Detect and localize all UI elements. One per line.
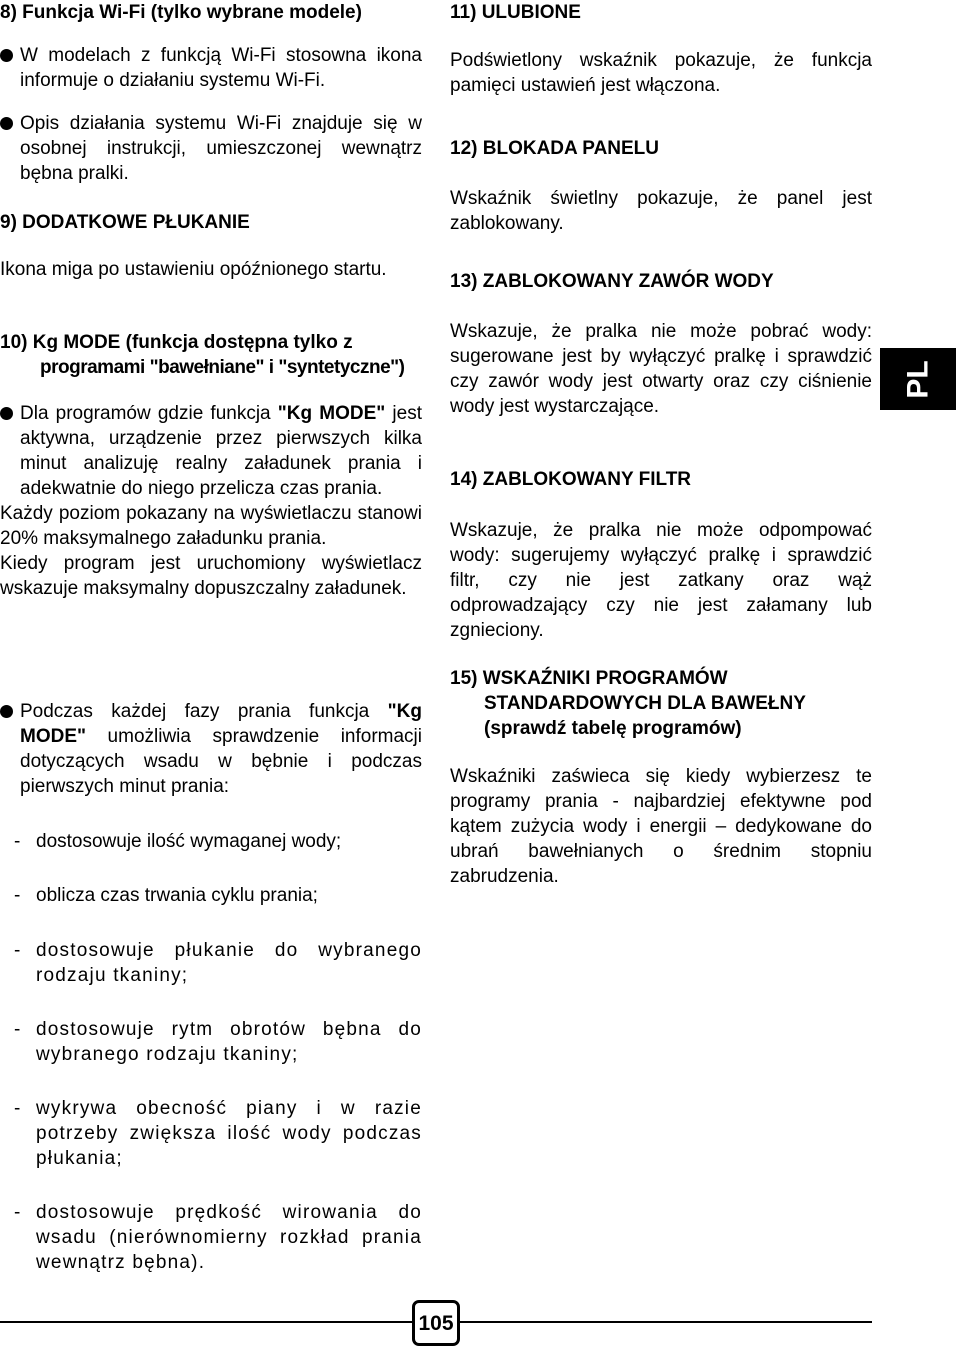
dash-list-item	[0, 829, 422, 854]
section-10-bullet-2	[0, 699, 422, 799]
kg-mode-label: "Kg MODE"	[20, 701, 422, 747]
bullet-1-intro: Dla programów gdzie funkcja	[20, 403, 278, 424]
section-8-bullet-1-text: W modelach z funkcją Wi-Fi stosowna ikona informuje o działaniu systemu Wi-Fi.	[20, 45, 422, 91]
section-10-bullet-1-para-2: Każdy poziom pokazany na wyświetlaczu stanowi 20% maksymalnego załadunku prania.	[0, 503, 422, 549]
bullet-icon	[0, 407, 13, 420]
section-10-bullet-1-text	[0, 401, 422, 501]
bullet-icon	[0, 117, 13, 130]
bullet-1-rest: jest aktywna, urządzenie przez pierwszych kilka minut analizuję realny załadunek prania i adekwatnie do niego przelicza czas prania.	[20, 403, 422, 499]
section-8-bullet-1	[0, 43, 422, 93]
bullet-2-rest: umożliwia sprawdzenie informacji dotyczących wsadu w bębnie i podczas pierwszych minut prania:	[20, 726, 422, 797]
language-tab-label: PL	[901, 359, 935, 399]
section-10-bullet-2-text	[0, 699, 422, 799]
bullet-2-intro: Podczas każdej fazy prania funkcja	[20, 701, 388, 722]
section-11-text: Podświetlony wskaźnik pokazuje, że funkcja pamięci ustawień jest włączona.	[450, 50, 872, 96]
dash-item-text: oblicza czas trwania cyklu prania;	[36, 885, 318, 906]
dash-item-text: dostosowuje płukanie do wybranego rodzaju tkaniny;	[36, 940, 422, 986]
footer-rule-left	[0, 1321, 412, 1323]
section-15-title-line-1: 15) WSKAŹNIKI PROGRAMÓW	[450, 668, 728, 689]
dash-list-item	[0, 1017, 422, 1067]
section-10-title-line-1: 10) Kg MODE (funkcja dostępna tylko z	[0, 332, 353, 353]
section-15-text: Wskaźniki zaświeca się kiedy wybierzesz te programy prania - najbardziej efektywne pod kątem zużycia wody i energii – dedykowane do ubrań bawełnianych o średnim stopniu zabrudzenia.	[450, 766, 872, 887]
bullet-icon	[0, 705, 13, 718]
dash-marker: -	[14, 940, 22, 961]
kg-mode-label: "Kg MODE"	[277, 403, 386, 424]
section-13-title: 13) ZABLOKOWANY ZAWÓR WODY	[450, 271, 774, 292]
dash-list-item	[0, 1096, 422, 1171]
section-14-title: 14) ZABLOKOWANY FILTR	[450, 469, 692, 490]
dash-item-text: dostosowuje prędkość wirowania do wsadu (nierównomierny rozkład prania wewnątrz bębna).	[36, 1202, 422, 1273]
section-14-text: Wskazuje, że pralka nie może odpompować wody: sugerujemy wyłączyć pralkę i sprawdzić filtr, czy nie jest zatkany oraz wąż odprowadzający czy nie jest załamany lub zgnieciony.	[450, 520, 872, 641]
dash-marker: -	[14, 1098, 22, 1119]
section-10-bullet-1-para-3: Kiedy program jest uruchomiony wyświetlacz wskazuje maksymalny dopuszczalny załadunek.	[0, 553, 422, 599]
bullet-icon	[0, 49, 13, 62]
section-9-text: Ikona miga po ustawieniu opóźnionego startu.	[0, 259, 387, 280]
dash-marker: -	[14, 1019, 22, 1040]
section-10-bullet-1	[0, 401, 422, 601]
section-8-title: 8) Funkcja Wi-Fi (tylko wybrane modele)	[0, 2, 362, 23]
section-15-title-line-3: (sprawdź tabelę programów)	[484, 718, 742, 739]
section-12-title: 12) BLOKADA PANELU	[450, 138, 660, 159]
section-12-text: Wskaźnik świetlny pokazuje, że panel jest zablokowany.	[450, 188, 872, 234]
section-9-title: 9) DODATKOWE PŁUKANIE	[0, 212, 250, 233]
language-tab	[880, 348, 956, 410]
section-13-text: Wskazuje, że pralka nie może pobrać wody: sugerowane jest by wyłączyć pralkę i sprawdzić czy zawór wody jest otwarty oraz czy ciśnienie wody jest wystarczające.	[450, 321, 872, 417]
section-8-bullet-2	[0, 111, 422, 186]
dash-item-text: dostosowuje ilość wymaganej wody;	[36, 831, 342, 852]
section-11-title: 11) ULUBIONE	[450, 2, 581, 23]
section-15-title-line-2: STANDARDOWYCH DLA BAWEŁNY	[484, 693, 806, 714]
dash-list-item	[0, 1200, 422, 1275]
section-10-title-line-2: programami "bawełniane" i "syntetyczne")	[40, 357, 405, 378]
dash-marker: -	[14, 831, 21, 852]
dash-marker: -	[14, 885, 21, 906]
dash-list-item	[0, 883, 422, 908]
dash-list-item	[0, 938, 422, 988]
dash-marker: -	[14, 1202, 22, 1223]
page-number: 105	[412, 1300, 460, 1346]
dash-item-text: dostosowuje rytm obrotów bębna do wybranego rodzaju tkaniny;	[36, 1019, 422, 1065]
section-8-bullet-2-text: Opis działania systemu Wi-Fi znajduje się w osobnej instrukcji, umieszczonej wewnątrz bębna pralki.	[20, 113, 422, 184]
footer-rule-right	[460, 1321, 872, 1323]
dash-item-text: wykrywa obecność piany i w razie potrzeby zwiększa ilość wody podczas płukania;	[36, 1098, 422, 1169]
